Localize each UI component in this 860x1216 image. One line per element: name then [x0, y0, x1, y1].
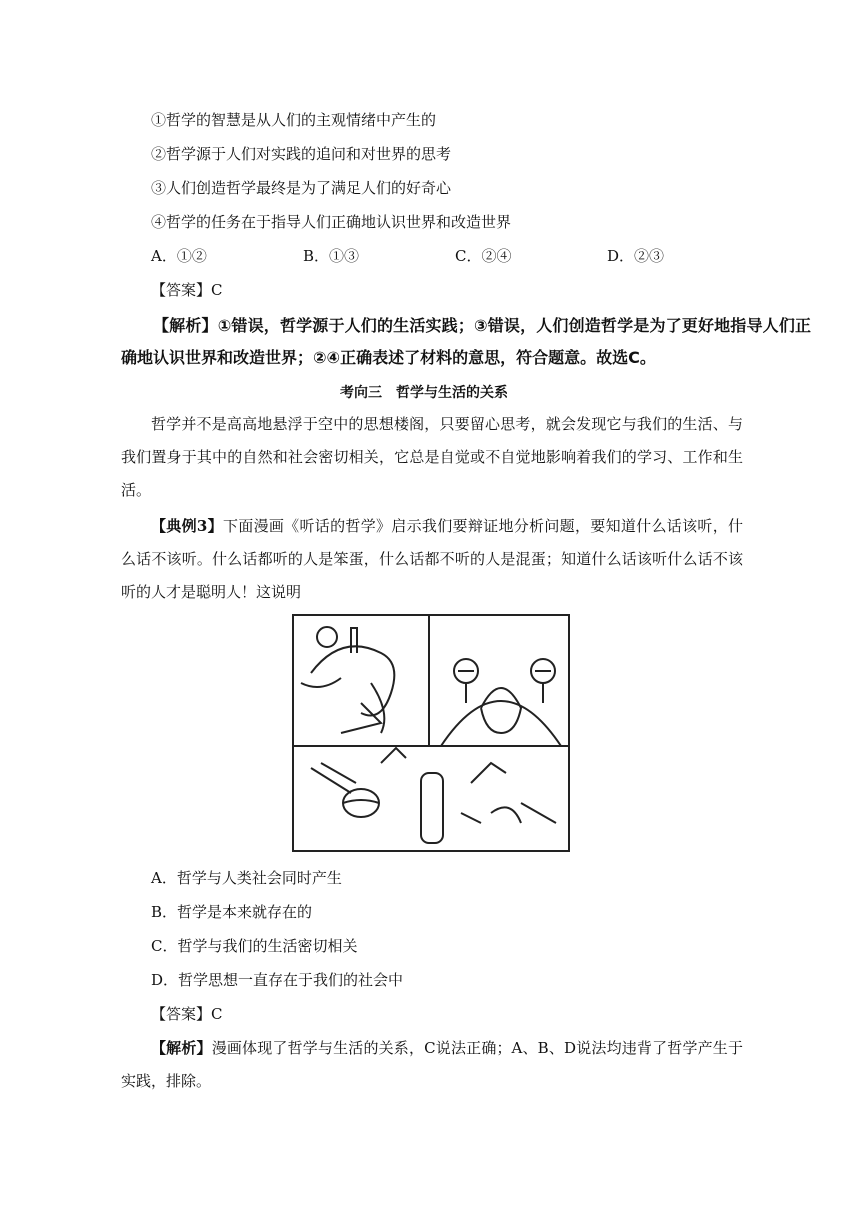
- example-3-stem: [121, 510, 743, 609]
- example-stem-text: 下面漫画《听话的哲学》启示我们要辩证地分析问题，要知道什么话该听，什么话不该听。什么话都听的人是笨蛋，什么话都不听的人是混蛋；知道什么话该听什么话不该听的人才是聪明人！这说明: [121, 517, 743, 601]
- answer-value: C: [211, 281, 223, 299]
- example-analysis-paragraph: [121, 1032, 743, 1098]
- option-b: B．①③: [303, 247, 360, 265]
- example-analysis-text: 漫画体现了哲学与生活的关系，C说法正确；A、B、D说法均违背了哲学产生于实践，排除。: [121, 1039, 743, 1090]
- answer-line: [151, 280, 223, 300]
- option-c: C．②④: [455, 247, 512, 265]
- section-title: 考向三 哲学与生活的关系: [340, 385, 508, 401]
- statement-1: ①哲学的智慧是从人们的主观情绪中产生的: [151, 111, 437, 129]
- example-option-a: A．哲学与人类社会同时产生: [151, 869, 342, 887]
- example-analysis-label: 【解析】: [151, 1039, 212, 1057]
- example-label: 【典例3】: [151, 517, 223, 535]
- analysis-text: ①错误，哲学源于人们的生活实践；③错误，人们创造哲学是为了更好地指导人们正确地认识世界和改造世界；②④正确表述了材料的意思，符合题意。故选C。: [121, 316, 811, 367]
- example-option-c: C．哲学与我们的生活密切相关: [151, 937, 358, 955]
- example-option-b: B．哲学是本来就存在的: [151, 903, 313, 921]
- statement-2: ②哲学源于人们对实践的追问和对世界的思考: [151, 145, 452, 163]
- statement-3: ③人们创造哲学最终是为了满足人们的好奇心: [151, 179, 452, 197]
- analysis-paragraph: [121, 310, 811, 374]
- option-a: A．①②: [151, 247, 207, 265]
- example-option-d: D．哲学思想一直存在于我们的社会中: [151, 971, 404, 989]
- example-answer-line: [151, 1004, 223, 1024]
- option-d: D．②③: [607, 247, 665, 265]
- answer-label: 【答案】: [151, 281, 212, 299]
- statement-4: ④哲学的任务在于指导人们正确地认识世界和改造世界: [151, 213, 512, 231]
- comic-illustration: [291, 613, 571, 853]
- section-intro: 哲学并不是高高地悬浮于空中的思想楼阁，只要留心思考，就会发现它与我们的生活、与我们置身于其中的自然和社会密切相关，它总是自觉或不自觉地影响着我们的学习、工作和生活。: [121, 415, 743, 499]
- example-answer-label: 【答案】: [151, 1005, 212, 1023]
- analysis-label: 【解析】: [153, 316, 218, 335]
- example-answer-value: C: [211, 1005, 223, 1023]
